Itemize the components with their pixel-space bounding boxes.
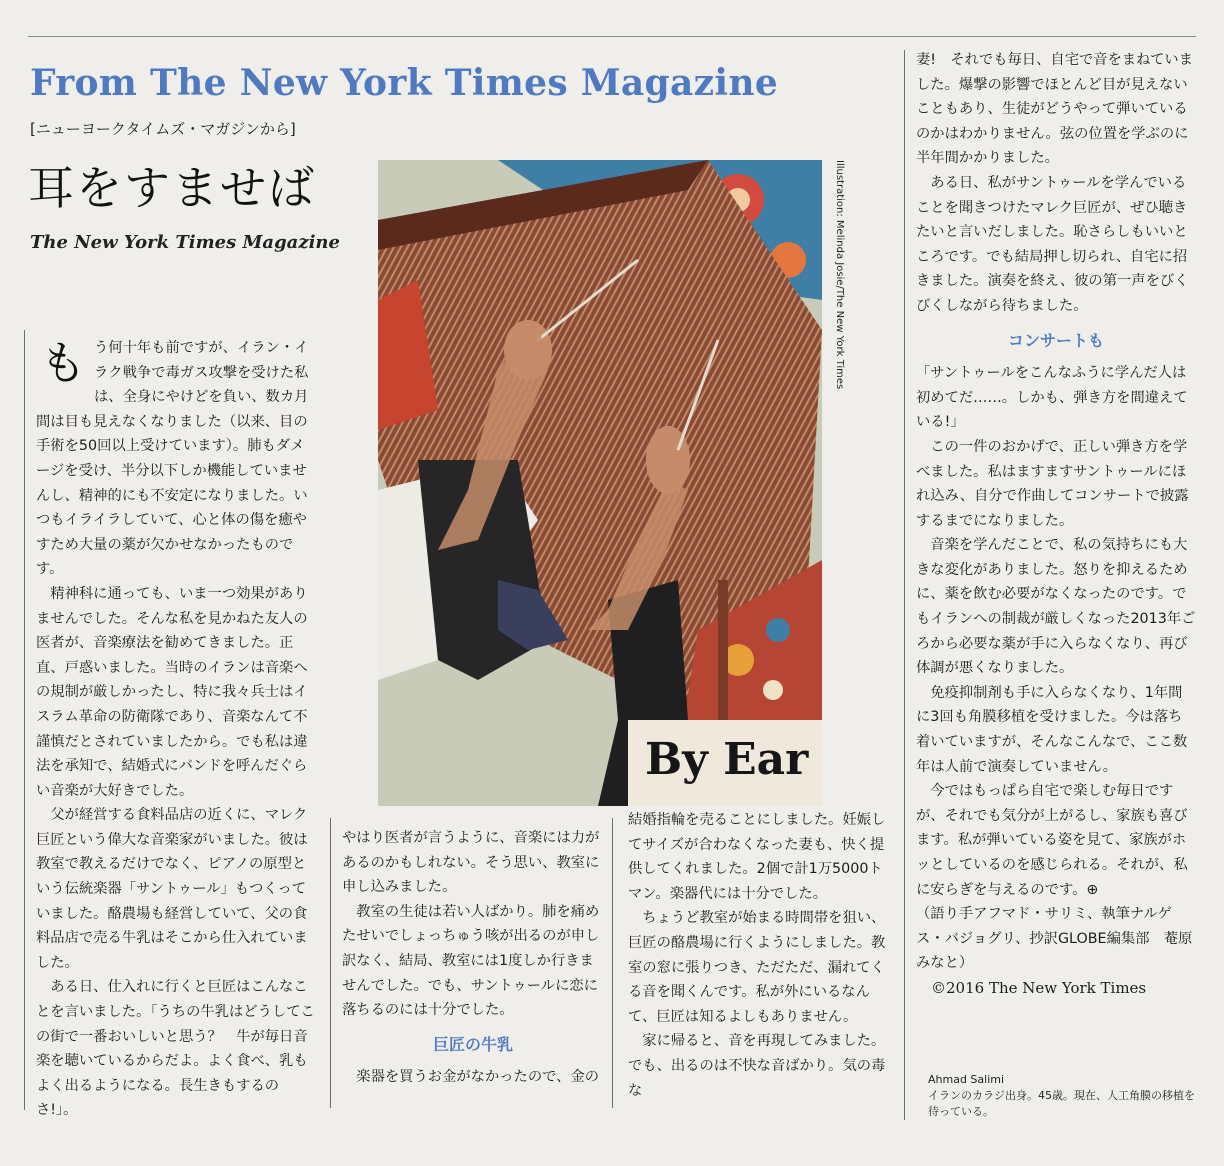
paragraph: 家に帰ると、音を再現してみました。でも、出るのは不快な音ばかり。気の毒な	[628, 1033, 886, 1099]
paragraph: 教室の生徒は若い人ばかり。肺を痛めたせいでしょっちゅう咳が出るのが申し訳なく、結局、教室には1度しか行きませんでした。でも、サントゥールに恋に落ちるのには十分でした。	[342, 903, 600, 1019]
paragraph: 今ではもっぱら自宅で楽しむ毎日ですが、それでも気分が上がるし、家族も喜びます。私が弾いている姿を見て、家族がホッとしているのを感じられる。それが、私に安らぎを与えるのです。⊕	[916, 783, 1188, 898]
article-headline: 耳をすませば	[28, 161, 316, 215]
paragraph: 楽器を買うお金がなかったので、金の	[356, 1069, 600, 1086]
paragraph: ある日、仕入れに行くと巨匠はこんなことを言いました。「うちの牛乳はどうしてこの街で一番おいしいと思う？ 牛が毎日音楽を聴いているからだよ。よく食べ、乳もよく出るようになる。長生きもするのさ!」。	[36, 979, 315, 1119]
top-divider	[28, 36, 1196, 37]
illustration-credit: Illustration: Melinda Josie/The New York Times	[834, 160, 845, 390]
paragraph: 父が経営する食料品店の近くに、マレク巨匠という偉大な音楽家がいました。彼は教室で教えるだけでなく、ピアノの原型という伝統楽器「サントゥール」もつくっていました。酪農場も経営していて、父の食料品店で売る牛乳はそこから仕入れていました。	[36, 807, 308, 971]
author-bio-text: イランのカラジ出身。45歳。現在、人工角膜の移植を待っている。	[928, 1089, 1195, 1118]
article-column-3	[628, 808, 896, 1103]
paragraph: この一件のおかげで、正しい弾き方を学べました。私はますますサントゥールにほれ込み、自分で作曲してコンサートで披露するまでになりました。	[916, 438, 1189, 529]
santur-illustration-svg	[378, 160, 822, 806]
paragraph: 「サントゥールをこんなふうに学んだ人は初めてだ……。しかも、弾き方を間違えている!」	[916, 365, 1188, 431]
middle-column-rule-1	[330, 818, 331, 1108]
paragraph: ちょうど教室が始まる時間帯を狙い、巨匠の酪農場に行くようにしました。教室の窓に張りつき、ただただ、漏れてくる音を聞くんです。私が外にいるなんて、巨匠は知るよしもありません。	[628, 910, 886, 1025]
paragraph: 妻! それでも毎日、自宅で音をまねていました。爆撃の影響でほとんど目が見えないこともあり、生徒がどうやって弾いているのかはわかりません。弦の位置を学ぶのに半年間かかりました。	[916, 52, 1194, 167]
paragraph: やはり医者が言うように、音楽には力があるのかもしれない。そう思い、教室に申し込みました。	[342, 830, 600, 896]
right-column-rule	[904, 50, 905, 1120]
section-title: From The New York Times Magazine	[30, 62, 779, 104]
paragraph: う何十年も前ですが、イラン・イラク戦争で毒ガス攻撃を受けた私は、全身にやけどを負い、数カ月間は目も見えなくなりました（以来、目の手術を50回以上受けています）。肺もダメージを受け、半分以下しか機能していませんし、精神的にも不安定になりました。いつもイライラしていて、心と体の傷を癒やすため大量の薬が欠かせなかったものです。	[36, 340, 309, 578]
article-column-2	[342, 826, 604, 1090]
copyright: ©2016 The New York Times	[931, 978, 1147, 997]
author-name: Ahmad Salimi	[928, 1073, 1005, 1086]
section-subtitle: [ニューヨークタイムズ・マガジンから]	[30, 120, 296, 138]
paragraph: （語り手アフマド・サリミ、執筆ナルゲス・バジョグリ、抄訳GLOBE編集部 菴原みなと）	[916, 906, 1193, 972]
santur-illustration	[378, 160, 822, 806]
drop-cap: も	[40, 336, 86, 390]
subheading: コンサートも	[1007, 330, 1104, 350]
subheading: 巨匠の牛乳	[432, 1034, 513, 1054]
left-column-rule	[24, 330, 25, 1110]
paragraph: ある日、私がサントゥールを学んでいることを聞きつけたマレク巨匠が、ぜひ聴きたいと言いだしました。恥さらしもいいところです。でも結局押し切られ、自宅に招きました。演奏を終え、彼の第一声をびくびくしながら待ちました。	[916, 174, 1189, 314]
author-bio	[928, 1072, 1198, 1120]
paragraph: 精神科に通っても、いま一つ効果がありませんでした。そんな私を見かねた友人の医者が、音楽療法を勧めてきました。正直、戸惑いました。当時のイランは音楽への規制が厳しかったし、特に我々兵士はイスラム革命の防衛隊であり、音楽なんて不謹慎だとされていましたから。でも私は違法を承知で、結婚式にバンドを呼んだぐらい音楽が大好きでした。	[36, 585, 308, 799]
paragraph: 結婚指輪を売ることにしました。妊娠してサイズが合わなくなった妻も、快く提供してくれました。2個で計1万5000トマン。楽器代には十分でした。	[628, 812, 886, 902]
article-column-1	[36, 336, 318, 1123]
middle-column-rule-2	[612, 818, 613, 1108]
nyt-magazine-logo: The New York Times Magazine	[30, 232, 340, 253]
paragraph: 音楽を学んだことで、私の気持ちにも大きな変化がありました。怒りを抑えるために、薬を飲む必要がなくなったのです。でもイランへの制裁が厳しくなった2013年ごろから必要な薬が手に入らなくなり、再び体調が悪くなりました。	[916, 537, 1196, 677]
article-column-4	[916, 48, 1196, 1001]
paragraph: 免疫抑制剤も手に入らなくなり、1年間に3回も角膜移植を受けました。今は落ち着いていますが、そんなこんなで、ここ数年は人前で演奏していません。	[916, 684, 1188, 775]
illustration-title: By Ear	[645, 734, 809, 785]
